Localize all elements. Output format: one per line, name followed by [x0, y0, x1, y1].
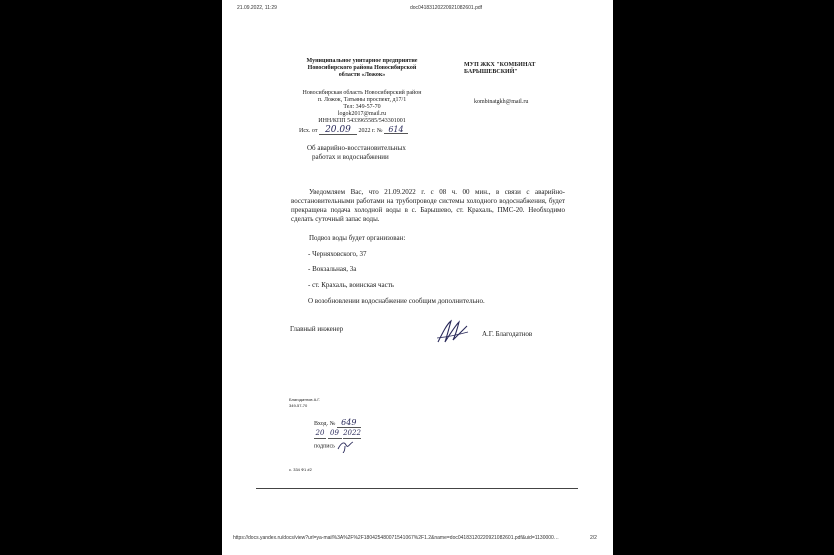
print-datetime: 21.09.2022, 11:29 [237, 5, 277, 11]
ref-date: 20.09 [319, 127, 357, 135]
ref-number: 614 [384, 126, 408, 134]
body-delivery-intro: Подвоз воды будет организован: [309, 234, 406, 242]
delivery-point-2: - Вокзальная, 3а [308, 265, 357, 273]
print-url: https://docs.yandex.ru/docs/view?url=ya-mail%3A%2F%2F180425480071541067%2F1.2&name=doc04183120220921082601.pdf&uid=1130000… [233, 535, 559, 541]
delivery-point-3: - ст. Крахаль, воинская часть [308, 281, 394, 289]
incoming-number: 649 [337, 418, 361, 428]
letter-subject: Об аварийно-восстановительных работах и водоснабжении [307, 144, 406, 161]
letter-body [291, 188, 565, 224]
sender-org: Муниципальное унитарное предприятие Новосибирского района Новосибирской области «Ложок» [306, 58, 418, 78]
recipient-email: kombinatgkh@mail.ru [474, 99, 529, 105]
body-closing: О возобновлении водоснабжение сообщим дополнительно. [308, 297, 485, 305]
incoming-stamp: Вход. № 649 20 09 2022 подпись [314, 418, 361, 453]
signer-position: Главный инженер [290, 325, 344, 333]
print-page-number: 2/2 [590, 535, 597, 541]
body-paragraph: Уведомляем Вас, что 21.09.2022 г. с 08 ч. 00 мин., в связи с аварийно-восстановительными работами на трубопроводе системы холодного водоснабжения, будет прекращена подача холодной воды в с. Барышево, ст. Крахаль, ПМС-20. Необходимо сделать суточный запас воды. [291, 188, 565, 223]
signer-name: А.Г. Благодатнов [482, 330, 533, 338]
document-page [222, 0, 613, 555]
footer-note: с. 334 Ф1 #2 [289, 467, 312, 472]
outgoing-reference: Исх. от 20.09 2022 г. № 614 [299, 126, 408, 135]
delivery-point-1: - Черняховского, 37 [308, 250, 367, 258]
recipient-name: МУП ЖКХ "КОМБИНАТ БАРЫШЕВСКИЙ" [464, 62, 536, 75]
bottom-rule [256, 488, 578, 489]
sender-address: Новосибирская область Новосибирский район п. Ложок, Татьяны проспект, д17/1 Тел: 349-57-70 logok2017@mail.ru ИНН/КПП 5433965585/543301001 [302, 90, 422, 124]
executor-info: Благодатнов А.Г. 349-57-70 [289, 397, 321, 408]
signature-mark [435, 318, 471, 346]
print-filename: doc04183120220921082601.pdf [410, 5, 483, 11]
stamp-signature-mark [336, 439, 356, 453]
